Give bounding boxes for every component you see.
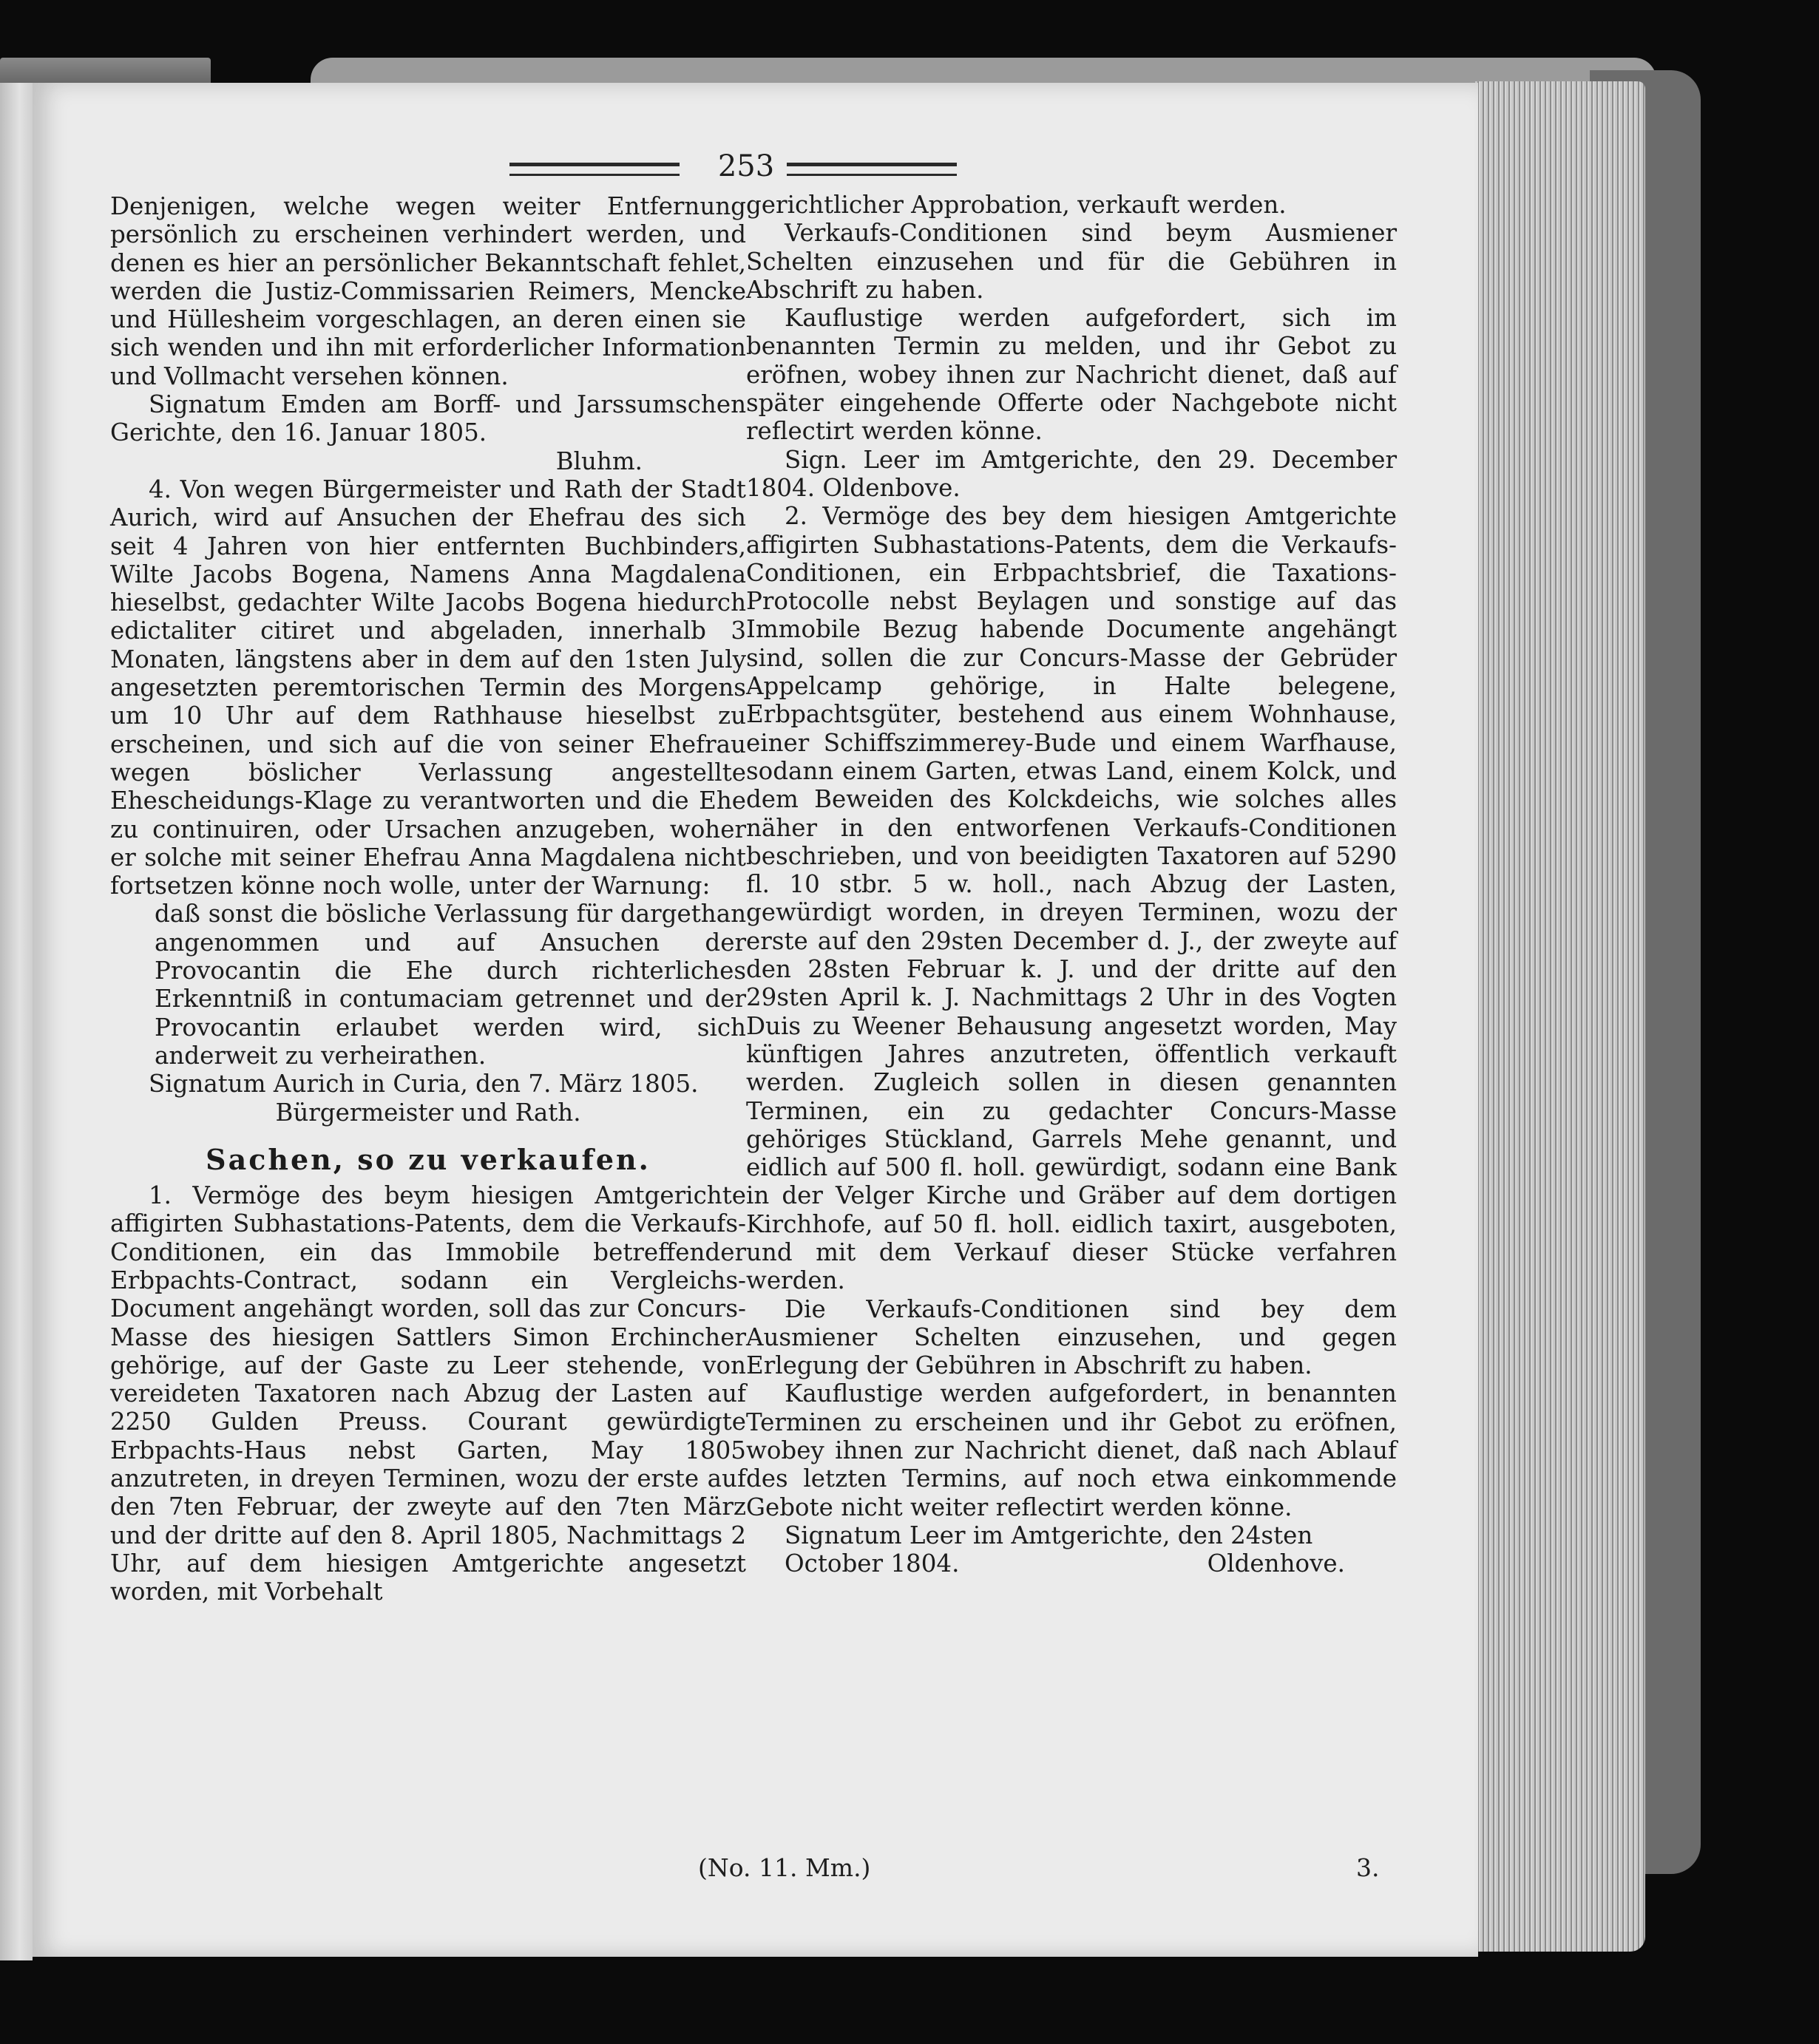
left-paragraph: Bluhm.: [555, 447, 643, 475]
right-paragraph: Verkaufs-Conditionen sind beym Ausmiener Schelten einzusehen und für die Gebühren in Abschrift zu haben.: [746, 219, 1397, 304]
left-paragraph: Bürgermeister und Rath.: [275, 1098, 581, 1127]
right-paragraph: Kauflustige werden aufgefordert, in benannten Terminen zu erscheinen und ihr Gebot zu eröfnen, wobey ihnen zur Nachricht dienet, daß nach Ablauf des letzten Termins, auf noch etwa einkommende Gebote nicht weiter reflectirt werden könne.: [746, 1379, 1397, 1521]
left-page-edge: [0, 83, 33, 1960]
book-page: [33, 83, 1478, 1957]
right-column: [746, 191, 1397, 1578]
left-paragraph: Signatum Aurich in Curia, den 7. März 1805.: [149, 1070, 699, 1099]
page-header: [33, 149, 1478, 194]
right-paragraph: Die Verkaufs-Conditionen sind bey dem Ausmiener Schelten einzusehen, und gegen Erlegung der Gebühren in Abschrift zu haben.: [746, 1294, 1397, 1380]
signature-name: Oldenhove.: [1207, 1549, 1345, 1578]
section-heading: Sachen, so zu verkaufen.: [206, 1142, 651, 1176]
left-paragraph: Signatum Emden am Borff- und Jarssumschen Gerichte, den 16. Januar 1805.: [110, 390, 746, 447]
page-block-edge: [1475, 81, 1645, 1952]
left-column: [110, 192, 746, 1606]
catchword: 3.: [1356, 1853, 1380, 1882]
left-paragraph: Denjenigen, welche wegen weiter Entfernung persönlich zu erscheinen verhindert werden, und denen es hier an persönlicher Bekanntschaft fehlet, werden die Justiz-Commissarien Reimers, Mencke und Hüllesheim vorgeschlagen, an deren einen sie sich wenden und ihn mit erforderlicher Information und Vollmacht versehen können.: [110, 192, 746, 390]
header-rule-right: [787, 163, 957, 176]
left-paragraph: 4. Von wegen Bürgermeister und Rath der Stadt Aurich, wird auf Ansuchen der Ehefrau des sich seit 4 Jahren von hier entfernten Buchbinders, Wilte Jacobs Bogena, Namens Anna Magdalena hieselbst, gedachter Wilte Jacobs Bogena hiedurch edictaliter citiret und abgeladen, innerhalb 3 Monaten, längstens aber in dem auf den 1sten July angesetzten peremtorischen Termin des Morgens um 10 Uhr auf dem Rathhause hieselbst zu erscheinen, und sich auf die von seiner Ehefrau wegen böslicher Verlassung angestellte Ehescheidungs-Klage zu verantworten und die Ehe zu continuiren, oder Ursachen anzugeben, woher er solche mit seiner Ehefrau Anna Magdalena nicht fortsetzen könne noch wolle, unter der Warnung:: [110, 475, 746, 900]
signature-date-end: October 1804.: [785, 1549, 960, 1578]
right-paragraph: 2. Vermöge des bey dem hiesigen Amtgerichte affigirten Subhastations-Patents, dem die Verkaufs-Conditionen, ein Erbpachtsbrief, die Taxations-Protocolle nebst Beylagen und sonstige auf das Immobile Bezug habende Documente angehängt sind, sollen die zur Concurs-Masse der Gebrüder Appelcamp gehörige, in Halte belegene, Erbpachtsgüter, bestehend aus einem Wohnhause, einer Schiffszimmerey-Bude und einem Warfhause, sodann einem Garten, etwas Land, einem Kolck, und dem Beweiden des Kolckdeichs, wie solches alles näher in den entworfenen Verkaufs-Conditionen beschrieben, und von beeidigten Taxatoren auf 5290 fl. 10 stbr. 5 w. holl., nach Abzug der Lasten, gewürdigt worden, in dreyen Terminen, wozu der erste auf den 29sten December d. J., der zweyte auf den 28sten Februar k. J. und der dritte auf den 29sten April k. J. Nachmittags 2 Uhr in des Vogten Duis zu Weener Behausung angesetzt worden, May künftigen Jahres anzutreten, öffentlich verkauft werden. Zugleich sollen in diesen genannten Terminen, ein zu gedachter Concurs-Masse gehöriges Stückland, Garrels Mehe genannt, und eidlich auf 500 fl. holl. gewürdigt, sodann eine Bank in der Velger Kirche und Gräber auf dem dortigen Kirchhofe, auf 50 fl. holl. eidlich taxirt, ausgeboten, und mit dem Verkauf dieser Stücke verfahren werden.: [746, 502, 1397, 1295]
right-signature-line: [746, 1521, 1397, 1578]
signature-row: [746, 1549, 1397, 1578]
signature-mark: (No. 11. Mm.): [698, 1853, 871, 1882]
signature-place-date: Signatum Leer im Amtgerichte, den 24sten: [785, 1521, 1313, 1549]
right-paragraph: Kauflustige werden aufgefordert, sich im benannten Termin zu melden, und ihr Gebot zu eröfnen, wobey ihnen zur Nachricht dienet, daß auf später eingehende Offerte oder Nachgebote nicht reflectirt werden könne.: [746, 304, 1397, 446]
right-paragraph: gerichtlicher Approbation, verkauft werden.: [746, 191, 1287, 219]
header-rule-left: [509, 163, 680, 176]
right-paragraph: Sign. Leer im Amtgerichte, den 29. December 1804. Oldenbove.: [746, 445, 1397, 502]
left-paragraph: 1. Vermöge des beym hiesigen Amtgerichte affigirten Subhastations-Patents, dem die Verkaufs-Conditionen, ein das Immobile betreffender Erbpachts-Contract, sodann ein Vergleichs-Document angehängt worden, soll das zur Concurs-Masse des hiesigen Sattlers Simon Erchincher gehörige, auf der Gaste zu Leer stehende, von vereideten Taxatoren nach Abzug der Lasten auf 2250 Gulden Preuss. Courant gewürdigte Erbpachts-Haus nebst Garten, May 1805 anzutreten, in dreyen Terminen, wozu der erste auf den 7ten Februar, der zweyte auf den 7ten März und der dritte auf den 8. April 1805, Nachmittags 2 Uhr, auf dem hiesigen Amtgerichte angesetzt worden, mit Vorbehalt: [110, 1181, 746, 1606]
page-number: 253: [717, 149, 775, 183]
left-paragraph: daß sonst die bösliche Verlassung für dargethan angenommen und auf Ansuchen der Provocantin die Ehe durch richterliches Erkenntniß in contumaciam getrennet und der Provocantin erlaubet werden wird, sich anderweit zu verheirathen.: [155, 900, 746, 1070]
